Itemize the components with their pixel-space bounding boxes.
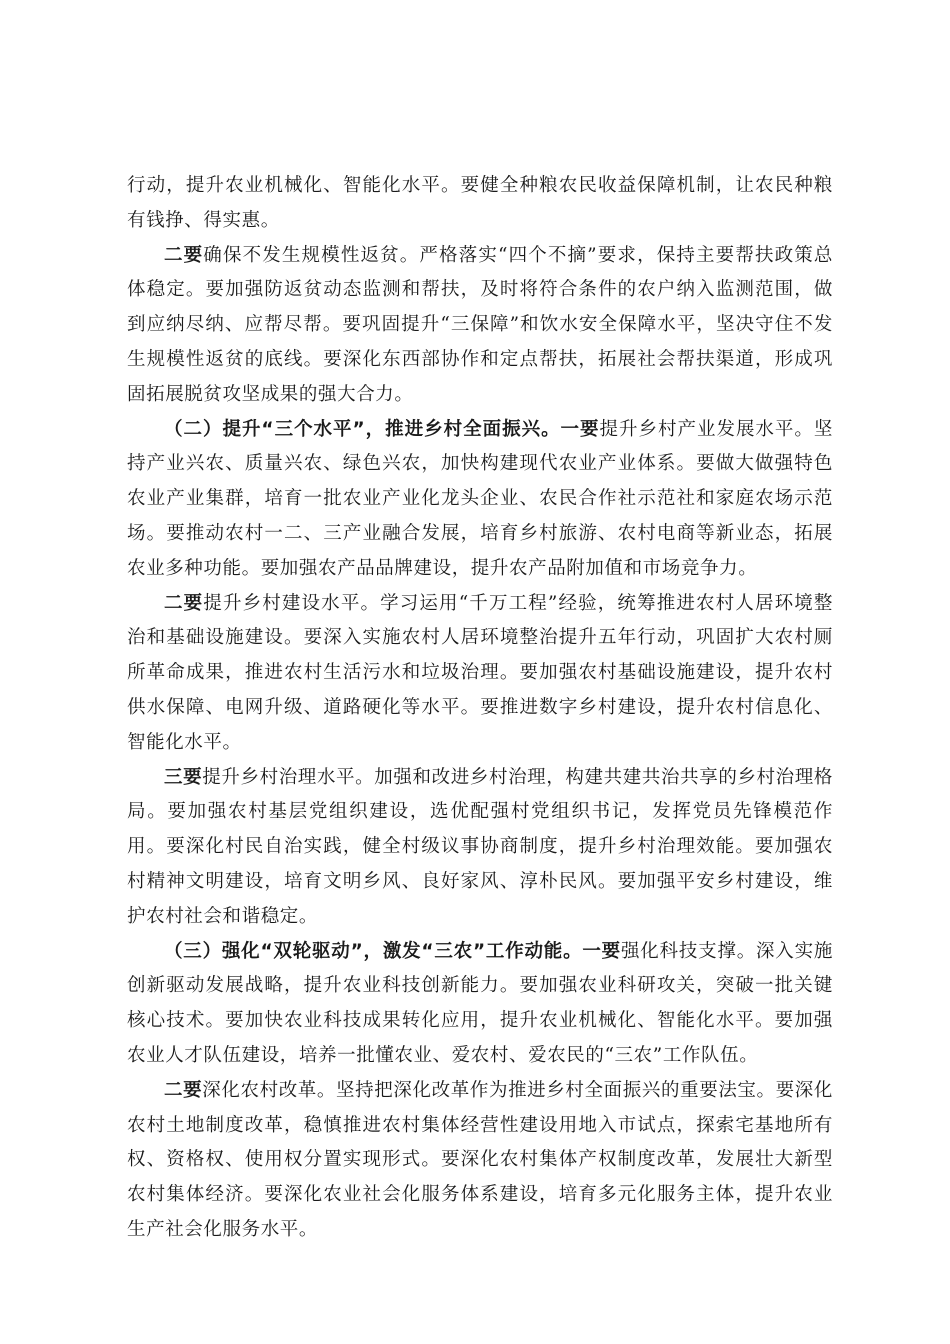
document-body	[127, 169, 833, 1248]
paragraph-5	[127, 761, 833, 935]
section-heading-2: （二）提升“三个水平”，推进乡村全面振兴。一要	[164, 418, 600, 440]
paragraph-text: 深化农村改革。坚持把深化改革作为推进乡村全面振兴的重要法宝。要深化农村土地制度改革，稳慎推进农村集体经营性建设用地入市试点，探索宅基地所有权、资格权、使用权分置实现形式。要深化农村集体产权制度改革，发展壮大新型农村集体经济。要深化农业社会化服务体系建设，培育多元化服务主体，提升农业生产社会化服务水平。	[127, 1079, 833, 1240]
paragraph-text: 提升乡村建设水平。学习运用“千万工程”经验，统筹推进农村人居环境整治和基础设施建设。要深入实施农村人居环境整治提升五年行动，巩固扩大农村厕所革命成果，推进农村生活污水和垃圾治理。要加强农村基础设施建设，提升农村供水保障、电网升级、道路硬化等水平。要推进数字乡村建设，提升农村信息化、智能化水平。	[127, 592, 834, 753]
paragraph-7	[127, 1074, 833, 1248]
paragraph-2	[127, 239, 833, 413]
paragraph-text: 提升乡村治理水平。加强和改进乡村治理，构建共建共治共享的乡村治理格局。要加强农村基层党组织建设，选优配强村党组织书记，发挥党员先锋模范作用。要深化村民自治实践，健全村级议事协商制度，提升乡村治理效能。要加强农村精神文明建设，培育文明乡风、良好家风、淳朴民风。要加强平安乡村建设，维护农村社会和谐稳定。	[127, 766, 833, 927]
paragraph-lead: 二要	[164, 244, 204, 266]
paragraph-lead: 二要	[164, 592, 204, 614]
paragraph-lead: 三要	[164, 766, 203, 788]
paragraph-6	[127, 935, 833, 1074]
paragraph-lead: 二要	[164, 1079, 203, 1101]
section-heading-3: （三）强化“双轮驱动”，激发“三农”工作动能。一要	[164, 940, 621, 962]
paragraph-text: 确保不发生规模性返贫。严格落实“四个不摘”要求，保持主要帮扶政策总体稳定。要加强防返贫动态监测和帮扶，及时将符合条件的农户纳入监测范围，做到应纳尽纳、应帮尽帮。要巩固提升“三保障”和饮水安全保障水平，坚决守住不发生规模性返贫的底线。要深化东西部协作和定点帮扶，拓展社会帮扶渠道，形成巩固拓展脱贫攻坚成果的强大合力。	[127, 244, 834, 405]
paragraph-text: 行动，提升农业机械化、智能化水平。要健全种粮农民收益保障机制，让农民种粮有钱挣、得实惠。	[127, 175, 833, 231]
paragraph-1	[127, 169, 833, 239]
paragraph-text: 提升乡村产业发展水平。坚持产业兴农、质量兴农、绿色兴农，加快构建现代农业产业体系。要做大做强特色农业产业集群，培育一批农业产业化龙头企业、农民合作社示范社和家庭农场示范场。要推动农村一二、三产业融合发展，培育乡村旅游、农村电商等新业态，拓展农业多种功能。要加强农产品品牌建设，提升农产品附加值和市场竞争力。	[127, 418, 833, 579]
paragraph-text: 强化科技支撑。深入实施创新驱动发展战略，提升农业科技创新能力。要加强农业科研攻关，突破一批关键核心技术。要加快农业科技成果转化应用，提升农业机械化、智能化水平。要加强农业人才队伍建设，培养一批懂农业、爱农村、爱农民的“三农”工作队伍。	[127, 940, 833, 1066]
paragraph-4	[127, 587, 833, 761]
paragraph-3	[127, 413, 833, 587]
